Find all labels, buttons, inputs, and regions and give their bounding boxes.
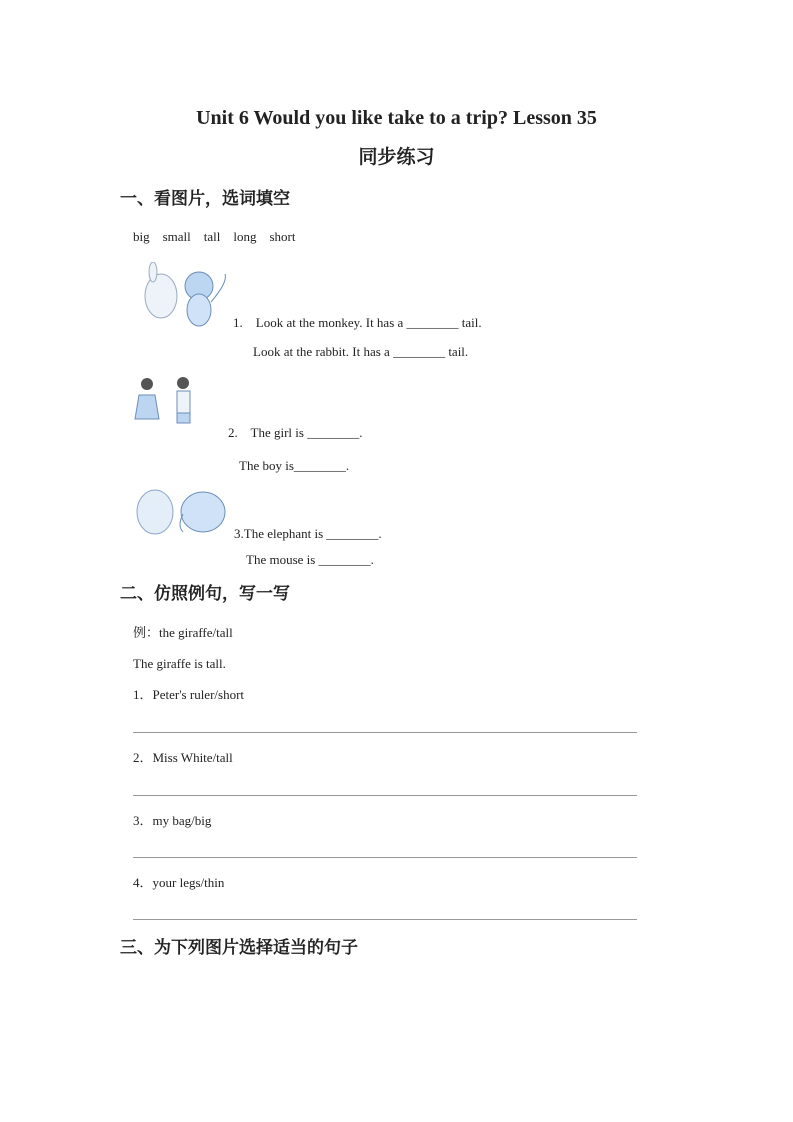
exercise-item: 1．Peter's ruler/short (133, 687, 245, 702)
q1-monkey: 1. Look at the monkey. It has a ________ tail. (233, 315, 482, 330)
example-answer: The giraffe is tall. (133, 656, 226, 671)
exercise-item: 3．my bag/big (133, 813, 212, 828)
example-prompt: 例：the giraffe/tall (133, 625, 233, 640)
page-subtitle: 同步练习 (358, 146, 435, 168)
girl-boy-illustration (133, 375, 201, 438)
q2-boy: The boy is________. (239, 458, 350, 473)
q2-girl: 2. The girl is ________. (228, 425, 363, 440)
answer-line[interactable] (133, 795, 637, 796)
exercise-item: 4．your legs/thin (133, 875, 225, 890)
section1-heading: 一、看图片，选词填空 (120, 189, 290, 209)
answer-line[interactable] (133, 857, 637, 858)
section2-heading: 二、仿照例句，写一写 (120, 584, 290, 604)
exercise-item: 2．Miss White/tall (133, 750, 233, 765)
word-bank: big small tall long short (133, 229, 296, 244)
page-title: Unit 6 Would you like take to a trip? Lesson 35 (196, 107, 597, 129)
section3-heading: 三、为下列图片选择适当的句子 (120, 938, 358, 958)
q1-rabbit: Look at the rabbit. It has a ________ tail. (253, 344, 469, 359)
answer-line[interactable] (133, 919, 637, 920)
rabbit-monkey-illustration (133, 262, 233, 328)
q3-mouse: The mouse is ________. (246, 552, 374, 567)
mouse-elephant-illustration (133, 482, 229, 539)
q3-elephant: 3.The elephant is ________. (234, 526, 382, 541)
answer-line[interactable] (133, 732, 637, 733)
